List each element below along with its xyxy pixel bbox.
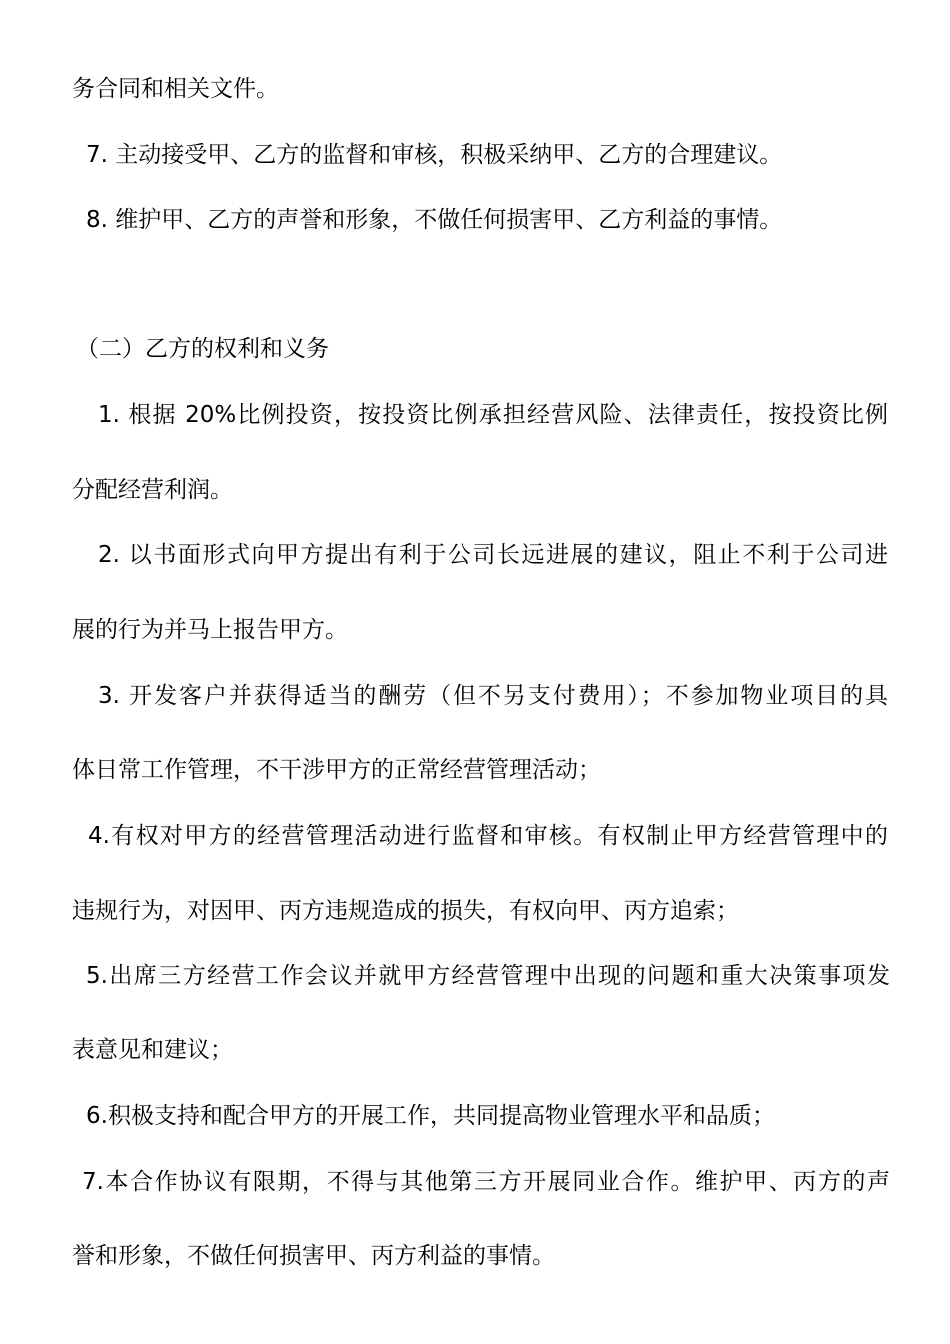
text-line: 展的行为并马上报告甲方。 [72,617,348,643]
text-line: 务合同和相关文件。 [72,76,279,102]
text-line: 体日常工作管理，不干涉甲方的正常经营管理活动； [72,757,601,783]
text-line: 5.出席三方经营工作会议并就甲方经营管理中出现的问题和重大决策事项发 [86,963,890,989]
text-line: 违规行为，对因甲、丙方违规造成的损失，有权向甲、丙方追索； [72,898,739,924]
text-line: 7.本合作协议有限期，不得与其他第三方开展同业合作。维护甲、丙方的声 [82,1169,890,1195]
text-line: 分配经营利润。 [72,477,233,503]
text-line: 7. 主动接受甲、乙方的监督和审核，积极采纳甲、乙方的合理建议。 [86,142,783,168]
text-line: 8. 维护甲、乙方的声誉和形象，不做任何损害甲、乙方利益的事情。 [86,207,783,233]
text-line: 1. 根据 20%比例投资，按投资比例承担经营风险、法律责任，按投资比例 [98,402,888,428]
text-line: 6.积极支持和配合甲方的开展工作，共同提高物业管理水平和品质； [86,1103,775,1129]
text-line: 4.有权对甲方的经营管理活动进行监督和审核。有权制止甲方经营管理中的 [88,823,888,849]
text-line: 2. 以书面形式向甲方提出有利于公司长远进展的建议，阻止不利于公司进 [98,542,888,568]
text-line: 3. 开发客户并获得适当的酬劳（但不另支付费用）；不参加物业项目的具 [98,683,888,709]
section-heading: （二）乙方的权利和义务 [76,336,329,362]
text-line: 表意见和建议； [72,1037,233,1063]
text-line: 誉和形象，不做任何损害甲、丙方利益的事情。 [72,1243,555,1269]
